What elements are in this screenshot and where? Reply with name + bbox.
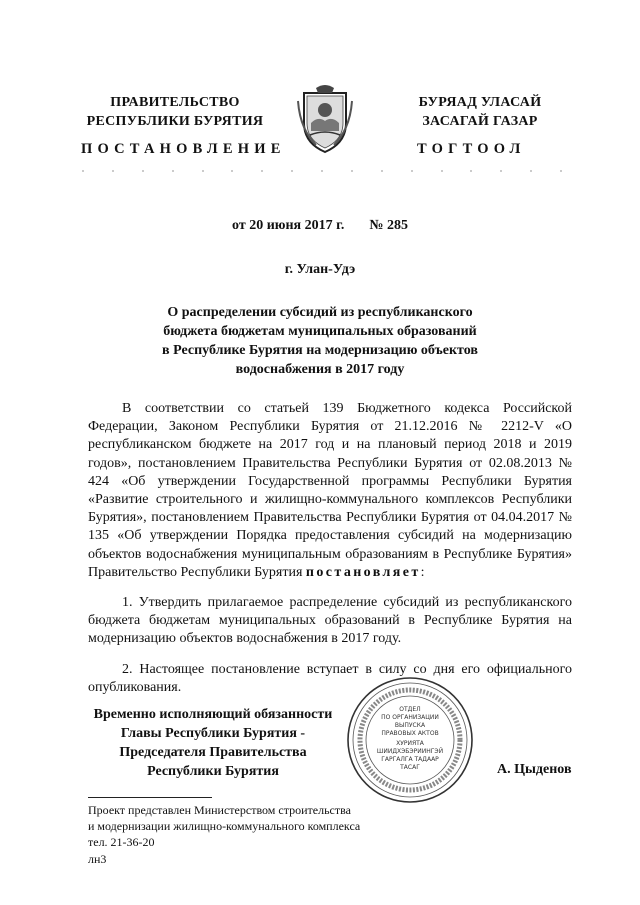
seal-text: ПО ОРГАНИЗАЦИИ — [381, 714, 439, 721]
footer-line: тел. 21-36-20 — [88, 835, 155, 849]
seal-text: ГАРГАЛГА ТАДААР — [381, 756, 439, 763]
header-left-line2: РЕСПУБЛИКИ БУРЯТИЯ — [86, 114, 264, 129]
city: г. Улан-Удэ — [284, 262, 356, 277]
header-right — [390, 93, 570, 131]
document-code: лн3 — [88, 852, 107, 866]
seal-text: ВЫПУСКА — [394, 722, 426, 729]
coat-of-arms-emblem-icon — [296, 83, 354, 155]
resolves-word: постановляет — [305, 564, 421, 580]
item-2: 2. Настоящее постановление вступает в силу со дня его официального опубликования. — [88, 661, 572, 695]
seal-text: ПРАВОВЫХ АКТОВ — [381, 730, 439, 737]
document-date: от 20 июня 2017 г. — [232, 218, 345, 233]
document-body — [88, 400, 572, 709]
title-line: водоснабжения в 2017 году — [235, 362, 405, 377]
title-line: в Республике Бурятия на модернизацию объектов — [162, 343, 478, 358]
footer-line: Проект представлен Министерством строительства — [88, 803, 351, 817]
official-seal-icon — [345, 675, 475, 805]
footer-line: и модернизации жилищно-коммунального комплекса — [88, 819, 361, 833]
item-1: 1. Утвердить прилагаемое распределение субсидий из республиканского бюджета бюджетам муниципальных образований в Республике Бурятия на модернизацию объектов водоснабжения в 2017 году. — [88, 595, 572, 647]
title-line: О распределении субсидий из республиканского — [167, 305, 473, 320]
signatory-name: А. Цыденов — [497, 762, 572, 777]
seal-text: ТАСАГ — [400, 764, 420, 771]
header-divider — [82, 170, 562, 174]
signatory-position — [88, 705, 338, 781]
position-line: Главы Республики Бурятия - — [120, 726, 306, 741]
footer-divider — [88, 797, 212, 798]
header-right-line2: ЗАСАГАЙ ГАЗАР — [422, 114, 538, 129]
title-line: бюджета бюджетам муниципальных образований — [163, 324, 477, 339]
preamble-text: В соответствии со статьей 139 Бюджетного кодекса Российской Федерации, Законом Республики Бурятия от 21.12.2016 № 2212-V «О республиканском бюджете на 2017 год и на плановый период 2018 и 2019 годов», постановлением Правительства Республики Бурятия от 02.08.2013 № 424 «Об утверждении Государственной программы Республики Бурятия «Развитие строительного и жилищно-коммунального комплексов Республики Бурятия», постановлением Правительства Республики Бурятия от 04.04.2017 № 135 «Об утверждении Порядка предоставления субсидий на модернизацию объектов водоснабжения муниципальным образованиям в Республике Бурятия» Правительство Республики Бурятия — [88, 401, 572, 580]
position-line: Республики Бурятия — [147, 764, 279, 779]
seal-text: ШИИДХЭБЭРИИНГЭЙ — [376, 748, 444, 755]
header-right-line1: БУРЯАД УЛАСАЙ — [418, 95, 542, 110]
seal-text: ОТДЕЛ — [399, 706, 421, 713]
header-left — [70, 93, 280, 131]
colon: : — [420, 564, 425, 580]
document-title — [120, 303, 520, 379]
seal-text: ХУРИЯТА — [396, 740, 424, 747]
header-left-line1: ПРАВИТЕЛЬСТВО — [110, 95, 240, 110]
date-number-line — [0, 218, 640, 234]
footer-note — [88, 802, 360, 850]
position-line: Временно исполняющий обязанности — [93, 707, 333, 722]
doc-type-bua: ТОГТООЛ — [417, 141, 526, 157]
document-number: № 285 — [369, 218, 408, 233]
doc-type-ru: ПОСТАНОВЛЕНИЕ — [81, 141, 286, 157]
preamble-paragraph — [88, 400, 572, 582]
position-line: Председателя Правительства — [119, 745, 307, 760]
